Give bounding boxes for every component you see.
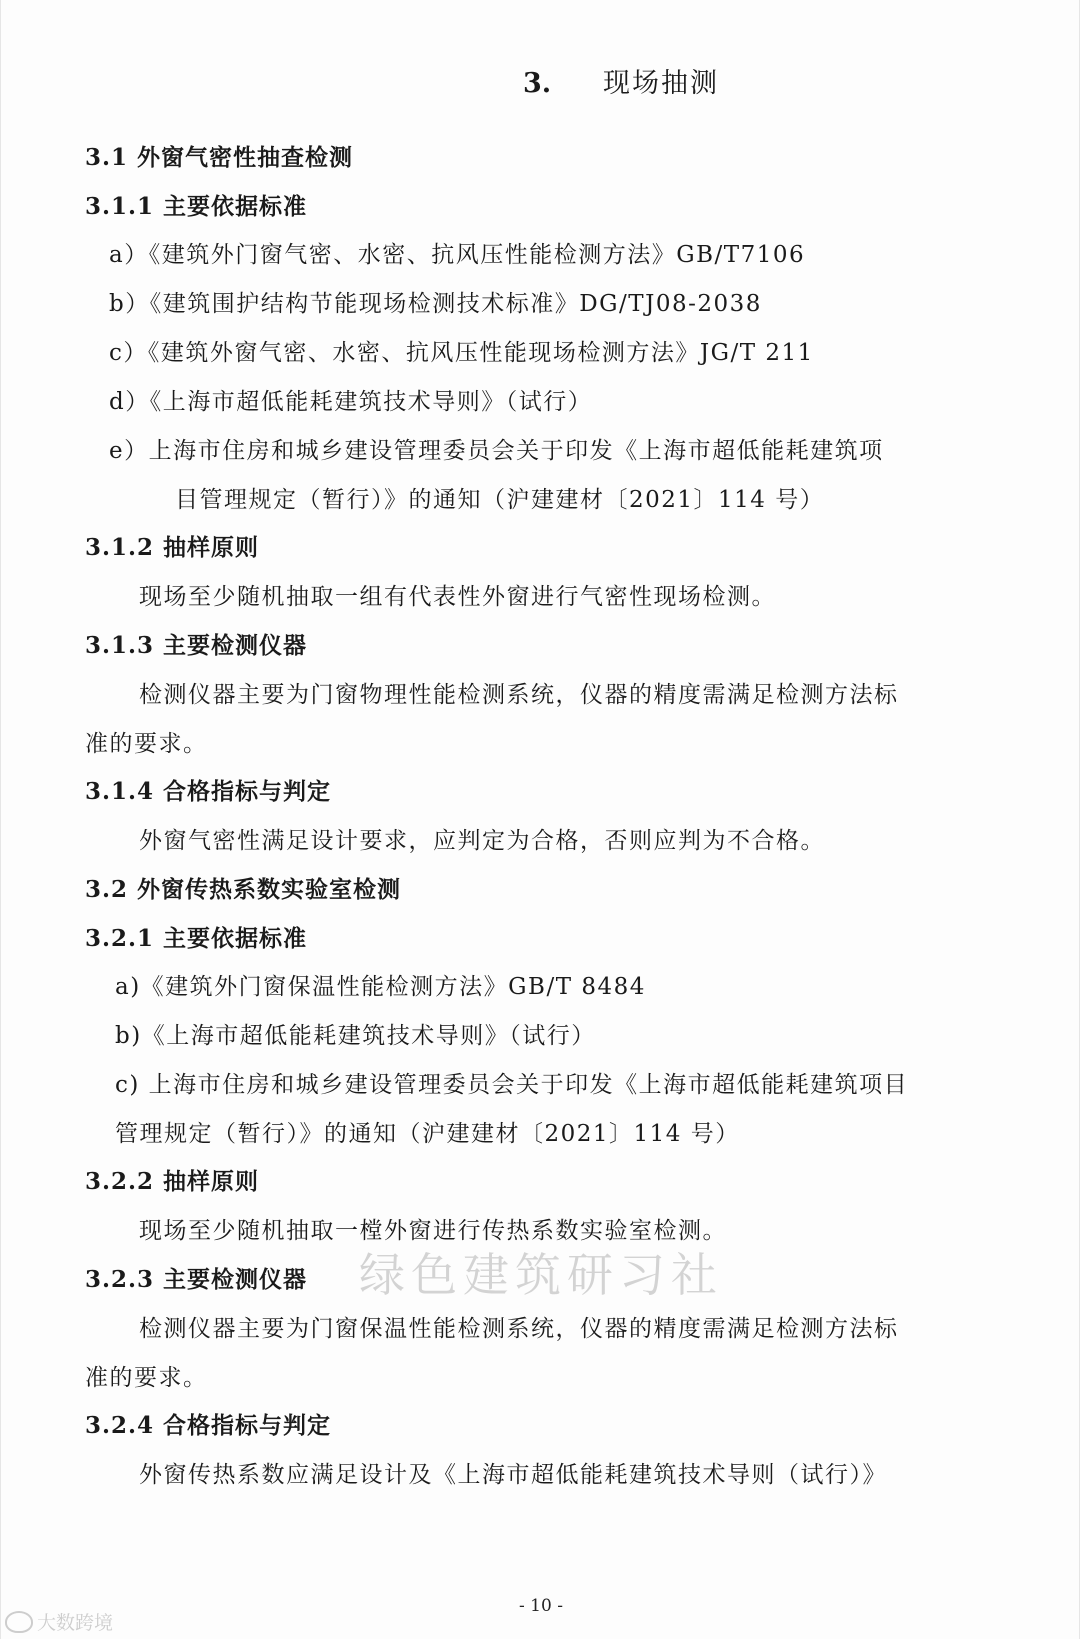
paragraph-continuation: 准的要求。: [85, 731, 208, 757]
list-item: c) 上海市住房和城乡建设管理委员会关于印发《上海市超低能耗建筑项目: [115, 1072, 909, 1098]
logo-icon: [5, 1611, 33, 1633]
list-item-continuation: 管理规定（暂行）》的通知（沪建建材〔2021〕114 号）: [115, 1121, 740, 1147]
list-item: c）《建筑外窗气密、水密、抗风压性能现场检测方法》JG/T 211: [109, 340, 814, 366]
list-item: e）上海市住房和城乡建设管理委员会关于印发《上海市超低能耗建筑项: [109, 438, 884, 464]
subsection-heading: 3.1.4 合格指标与判定: [85, 778, 332, 805]
paragraph: 现场至少随机抽取一组有代表性外窗进行气密性现场检测。: [139, 584, 776, 610]
subsection-heading: 3.1.1 主要依据标准: [85, 193, 308, 220]
paragraph: 检测仪器主要为门窗保温性能检测系统，仪器的精度需满足检测方法标: [139, 1316, 899, 1342]
subsection-heading: 3.1.2 抽样原则: [85, 534, 260, 561]
list-item: b）《建筑围护结构节能现场检测技术标准》DG/TJ08-2038: [109, 291, 762, 317]
section-heading: 3.1 外窗气密性抽查检测: [85, 144, 354, 171]
paragraph: 外窗气密性满足设计要求，应判定为合格，否则应判为不合格。: [139, 828, 825, 854]
chapter-heading: [523, 66, 719, 102]
list-item-continuation: 目管理规定（暂行）》的通知（沪建建材〔2021〕114 号）: [175, 487, 825, 513]
section-heading: 3.2 外窗传热系数实验室检测: [85, 876, 402, 903]
subsection-heading: 3.2.4 合格指标与判定: [85, 1412, 332, 1439]
subsection-heading: 3.2.1 主要依据标准: [85, 925, 308, 952]
list-item: d）《上海市超低能耗建筑技术导则》（试行）: [109, 389, 593, 415]
list-item: a)《建筑外门窗保温性能检测方法》GB/T 8484: [115, 974, 646, 1000]
paragraph-continuation: 准的要求。: [85, 1365, 208, 1391]
corner-logo: [5, 1608, 113, 1635]
paragraph: 检测仪器主要为门窗物理性能检测系统，仪器的精度需满足检测方法标: [139, 682, 899, 708]
subsection-heading: 3.2.2 抽样原则: [85, 1168, 260, 1195]
list-item: b)《上海市超低能耗建筑技术导则》（试行）: [115, 1023, 596, 1049]
list-item: a）《建筑外门窗气密、水密、抗风压性能检测方法》GB/T7106: [109, 242, 806, 268]
watermark-text: 绿色建筑研习社: [359, 1248, 723, 1302]
paragraph: 外窗传热系数应满足设计及《上海市超低能耗建筑技术导则（试行）》: [139, 1462, 887, 1488]
page-number: - 10 -: [519, 1596, 563, 1616]
subsection-heading: 3.2.3 主要检测仪器: [85, 1266, 308, 1293]
paragraph: 现场至少随机抽取一樘外窗进行传热系数实验室检测。: [139, 1218, 727, 1244]
subsection-heading: 3.1.3 主要检测仪器: [85, 632, 308, 659]
chapter-title: 现场抽测: [603, 68, 719, 99]
corner-logo-text: 大数跨境: [37, 1612, 114, 1634]
chapter-number: 3.: [523, 68, 552, 99]
